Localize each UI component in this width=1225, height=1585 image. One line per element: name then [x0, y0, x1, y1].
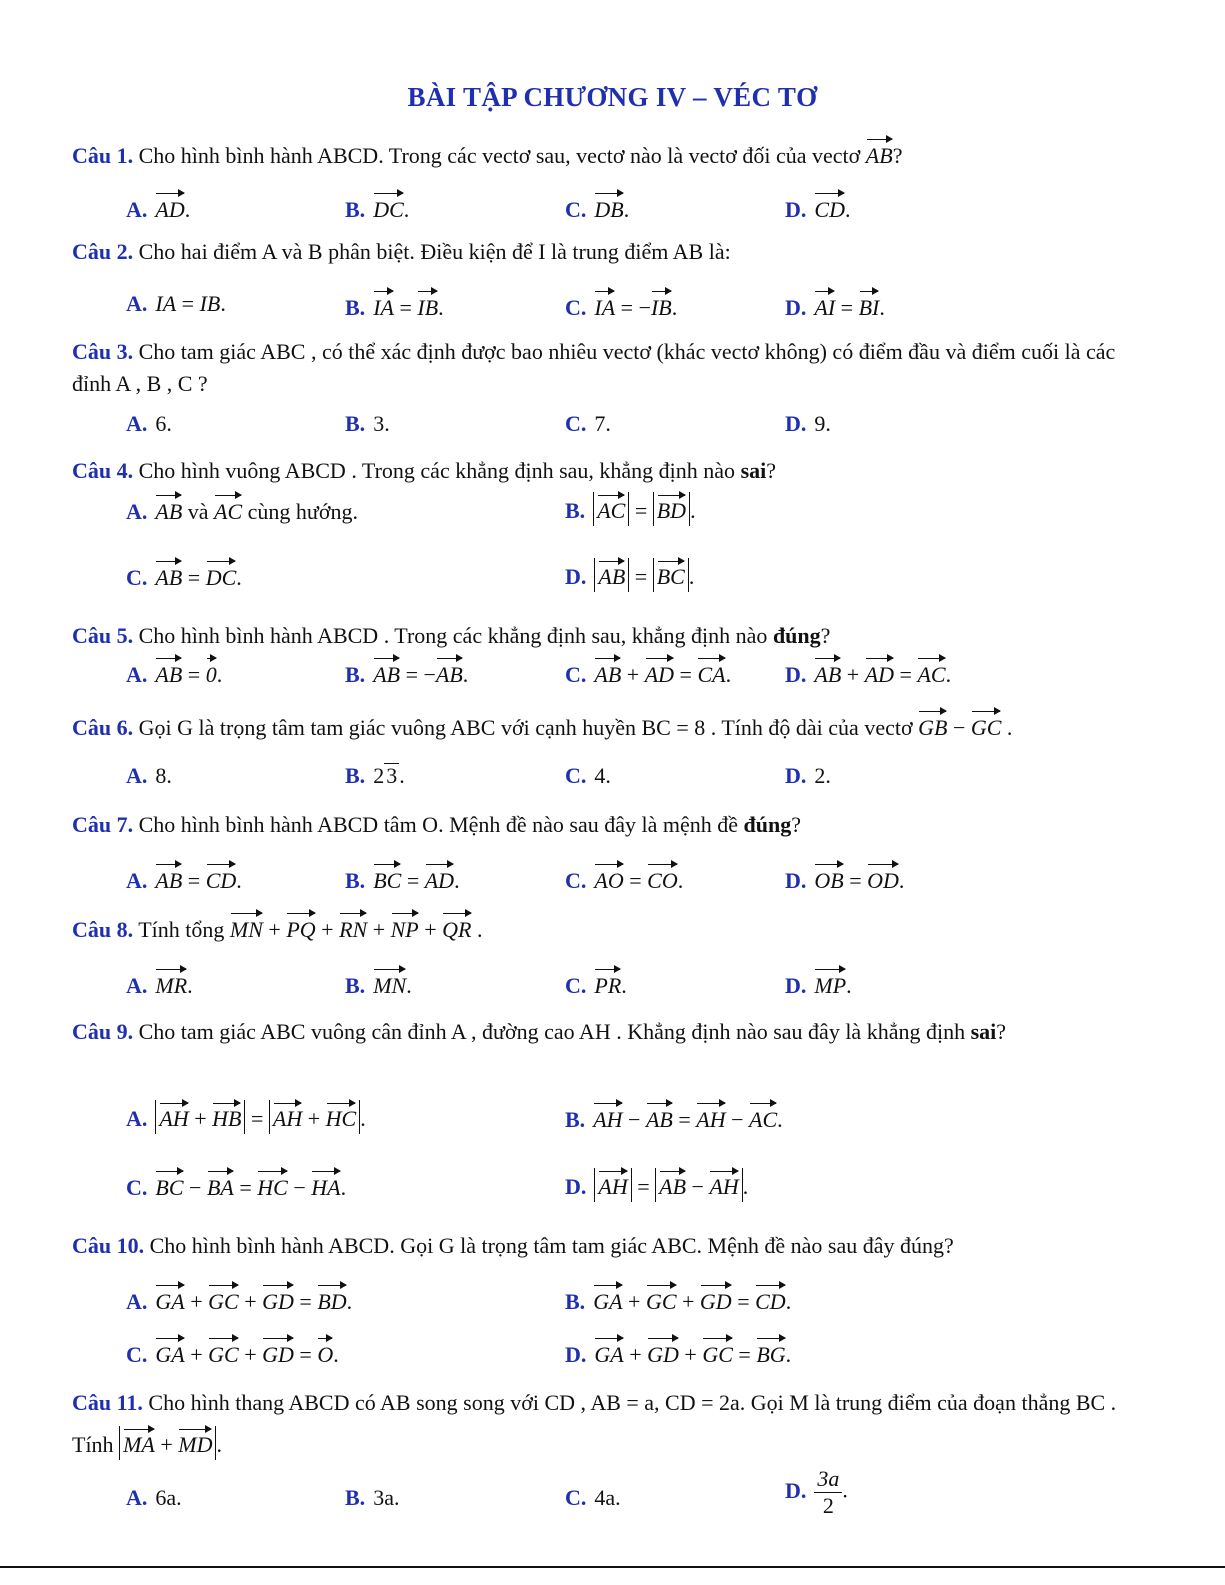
- q10-option-c: C. GA + GC + GD = O.: [126, 1335, 339, 1371]
- question-text: Cho hình bình hành ABCD. Trong các vectơ sau, vectơ nào là vectơ đối của vectơ: [138, 143, 861, 168]
- question-text: Gọi G là trọng tâm tam giác vuông ABC với cạnh huyền BC = 8 . Tính độ dài của vectơ: [138, 715, 913, 740]
- q3-option-b: B. 3.: [345, 411, 390, 436]
- page-bottom-rule: [0, 1566, 1225, 1568]
- question-text: Cho tam giác ABC vuông cân đỉnh A , đường cao AH . Khẳng định nào sau đây là khẳng định: [138, 1019, 966, 1044]
- q8-option-a: A. MR.: [126, 966, 193, 1002]
- q7-option-d: D. OB = OD.: [785, 861, 904, 897]
- option-label: B.: [345, 197, 366, 222]
- question-number: Câu 2.: [72, 239, 134, 264]
- question-number: Câu 3.: [72, 339, 134, 364]
- q5-option-c: C. AB + AD = CA.: [565, 655, 731, 691]
- q9-option-b: B. AH − AB = AH − AC.: [565, 1100, 783, 1136]
- question-text: Cho hình thang ABCD có AB song song với CD , AB = a, CD = 2a. Gọi M là trung điểm của đoạn thẳng BC . Tính: [72, 1390, 1117, 1457]
- question-5: Câu 5. Cho hình bình hành ABCD . Trong các khẳng định sau, khẳng định nào đúng?: [72, 623, 831, 648]
- q2-option-a: A. IA = IB.: [126, 291, 226, 316]
- vector: DB: [594, 190, 623, 226]
- q2-option-c: C. IA = −IB.: [565, 288, 677, 324]
- q2-option-d: D. AI = BI.: [785, 288, 885, 324]
- page-title: BÀI TẬP CHƯƠNG IV – VÉC TƠ: [407, 82, 818, 112]
- q10-option-d: D. GA + GD + GC = BG.: [565, 1335, 791, 1371]
- question-text: Cho hình bình hành ABCD tâm O. Mệnh đề nào sau đây là mệnh đề: [138, 812, 739, 837]
- question-text: Cho hình vuông ABCD . Trong các khẳng định sau, khẳng định nào: [138, 458, 736, 483]
- vector: AD: [155, 190, 184, 226]
- q6-option-d: D. 2.: [785, 763, 831, 788]
- question-number: Câu 4.: [72, 458, 134, 483]
- question-number: Câu 10.: [72, 1233, 145, 1258]
- q8-option-d: D. MP.: [785, 966, 852, 1002]
- emphasis: đúng: [772, 623, 821, 648]
- q9-option-c: C. BC − BA = HC − HA.: [126, 1168, 346, 1204]
- question-7: Câu 7. Cho hình bình hành ABCD tâm O. Mệnh đề nào sau đây là mệnh đề đúng?: [72, 812, 802, 837]
- question-number: Câu 1.: [72, 143, 134, 168]
- question-number: Câu 11.: [72, 1390, 143, 1415]
- question-number: Câu 9.: [72, 1019, 134, 1044]
- question-4: Câu 4. Cho hình vuông ABCD . Trong các khẳng định sau, khẳng định nào sai?: [72, 458, 777, 483]
- q7-option-a: A. AB = CD.: [126, 861, 242, 897]
- q1-option-d: D. CD.: [785, 190, 850, 226]
- emphasis: đúng: [743, 812, 792, 837]
- question-3: [72, 336, 1152, 400]
- q5-option-a: A. AB = 0.: [126, 655, 222, 691]
- option-label: A.: [126, 197, 148, 222]
- q11-option-d: D. $\frac{3a}{2}$ .: [785, 1466, 848, 1518]
- question-1: [72, 136, 1152, 172]
- q7-option-c: C. AO = CO.: [565, 861, 683, 897]
- q11-option-c: C. 4a.: [565, 1485, 621, 1510]
- emphasis: sai: [970, 1019, 997, 1044]
- q3-option-d: D. 9.: [785, 411, 831, 436]
- question-text: Cho hình bình hành ABCD . Trong các khẳng định sau, khẳng định nào: [138, 623, 768, 648]
- q5-option-d: D. AB + AD = AC.: [785, 655, 951, 691]
- q4-option-b: B. AC = BD .: [565, 492, 696, 527]
- q10-option-a: A. GA + GC + GD = BD.: [126, 1282, 352, 1318]
- question-number: Câu 7.: [72, 812, 134, 837]
- q3-option-a: A. 6.: [126, 411, 172, 436]
- q1-option-b: B. DC.: [345, 190, 409, 226]
- q2-option-b: B. IA = IB.: [345, 288, 444, 324]
- q6-option-a: A. 8.: [126, 763, 172, 788]
- question-8: Câu 8. Tính tổng MN + PQ + RN + NP + QR .: [72, 910, 1152, 946]
- q9-option-d: D. AH = AB − AH .: [565, 1168, 748, 1203]
- question-number: Câu 6.: [72, 715, 134, 740]
- question-11: Câu 11. Cho hình thang ABCD có AB song song với CD , AB = a, CD = 2a. Gọi M là trung điểm của đoạn thẳng BC . Tính MA + MD .: [72, 1382, 1152, 1466]
- q8-option-b: B. MN.: [345, 966, 412, 1002]
- vector: DC: [373, 190, 404, 226]
- q11-option-b: B. 3a.: [345, 1485, 400, 1510]
- question-number: Câu 5.: [72, 623, 134, 648]
- q1-option-c: C. DB.: [565, 190, 629, 226]
- question-6: Câu 6. Gọi G là trọng tâm tam giác vuông ABC với cạnh huyền BC = 8 . Tính độ dài của vectơ GB − GC .: [72, 708, 1152, 744]
- q3-option-c: C. 7.: [565, 411, 611, 436]
- question-10: [72, 1230, 1152, 1262]
- q4-option-d: D. AB = BC .: [565, 558, 694, 593]
- q6-option-b: B. 23.: [345, 763, 405, 788]
- question-end: ?: [892, 143, 903, 168]
- q5-option-b: B. AB = −AB.: [345, 655, 468, 691]
- q10-option-b: B. GA + GC + GD = CD.: [565, 1282, 791, 1318]
- q7-option-b: B. BC = AD.: [345, 861, 460, 897]
- question-text: Cho hai điểm A và B phân biệt. Điều kiện để I là trung điểm AB là:: [138, 239, 731, 264]
- question-9: Câu 9. Cho tam giác ABC vuông cân đỉnh A , đường cao AH . Khẳng định nào sau đây là khẳng định sai?: [72, 1019, 1007, 1044]
- vector: CD: [814, 190, 845, 226]
- q8-option-c: C. PR.: [565, 966, 627, 1002]
- q9-option-a: A. AH + HB = AH + HC .: [126, 1100, 366, 1135]
- option-label: D.: [785, 197, 807, 222]
- emphasis: sai: [740, 458, 767, 483]
- question-text: Tính tổng: [138, 917, 225, 942]
- q11-option-a: A. 6a.: [126, 1485, 182, 1510]
- q6-option-c: C. 4.: [565, 763, 611, 788]
- vector: AB: [866, 136, 893, 172]
- question-2: [72, 236, 1152, 268]
- question-text: Cho tam giác ABC , có thể xác định được bao nhiêu vectơ (khác vectơ không) có điểm đầu và điểm cuối là các đỉnh A , B , C ?: [72, 339, 1116, 396]
- q4-option-c: C. AB = DC.: [126, 558, 242, 594]
- q4-option-a: A. AB và AC cùng hướng.: [126, 492, 358, 528]
- q1-option-a: A. AD.: [126, 190, 190, 226]
- question-text: Cho hình bình hành ABCD. Gọi G là trọng tâm tam giác ABC. Mệnh đề nào sau đây đúng?: [149, 1233, 954, 1258]
- option-label: C.: [565, 197, 587, 222]
- question-number: Câu 8.: [72, 917, 134, 942]
